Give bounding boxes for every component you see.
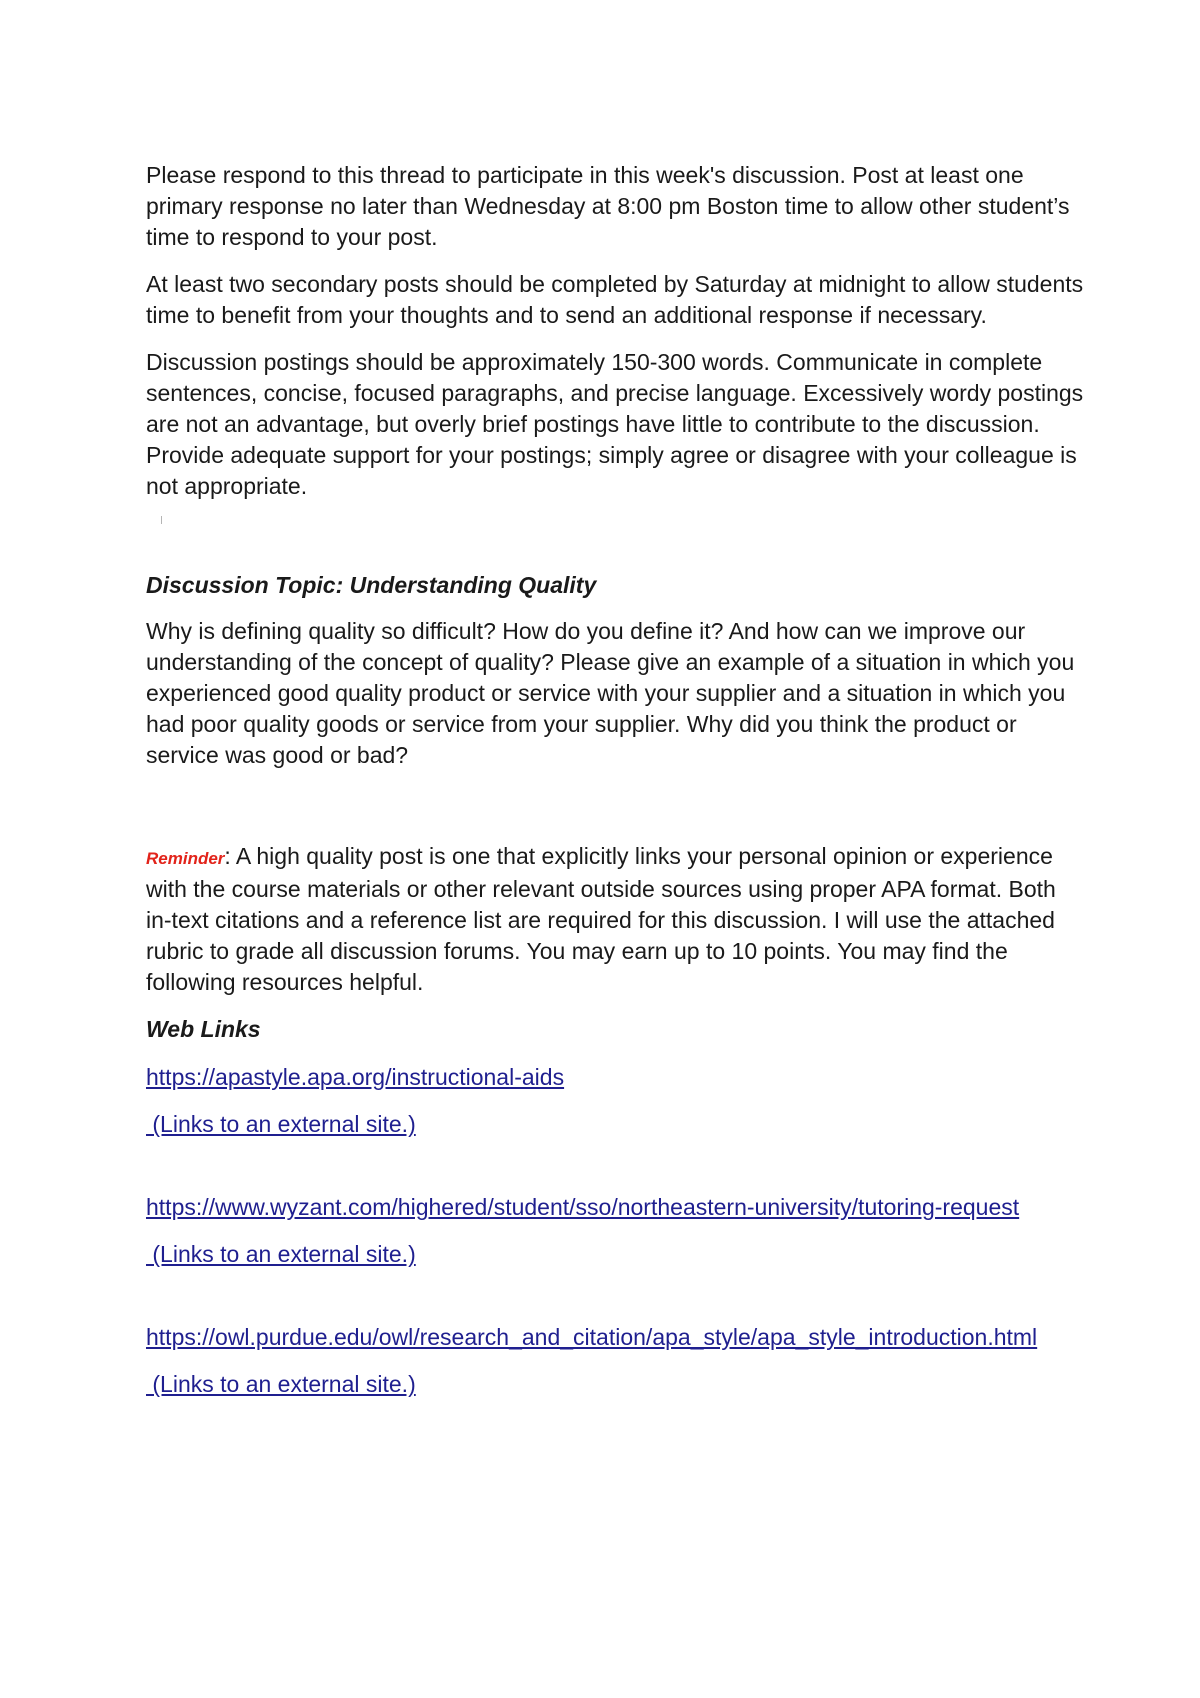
document-page bbox=[146, 160, 1086, 1400]
external-site-link-3[interactable]: (Links to an external site.) bbox=[146, 1371, 416, 1397]
reminder-paragraph bbox=[146, 841, 1086, 998]
stray-mark bbox=[161, 516, 162, 524]
wyzant-tutoring-link[interactable]: https://www.wyzant.com/highered/student/sso/northeastern-university/tutoring-request bbox=[146, 1194, 1020, 1220]
reminder-text: : A high quality post is one that explicitly links your personal opinion or experience with the course materials or other relevant outside sources using proper APA format. Both in-text citations and a reference list are required for this discussion. I will use the attached rubric to grade all discussion forums. You may earn up to 10 points. You may find the following resources helpful. bbox=[146, 843, 1056, 995]
purdue-owl-link[interactable]: https://owl.purdue.edu/owl/research_and_citation/apa_style/apa_style_introduction.html bbox=[146, 1324, 1038, 1350]
intro-paragraph: Please respond to this thread to participate in this week's discussion. Post at least one primary response no later than Wednesday at 8:00 pm Boston time to allow other student’s time to respond to your post. bbox=[146, 162, 1070, 250]
discussion-topic-heading: Discussion Topic: Understanding Quality bbox=[146, 572, 597, 598]
apa-style-link[interactable]: https://apastyle.apa.org/instructional-aids bbox=[146, 1064, 565, 1090]
reminder-label: Reminder bbox=[146, 849, 225, 868]
discussion-topic-body: Why is defining quality so difficult? How do you define it? And how can we improve our understanding of the concept of quality? Please give an example of a situation in which you experienced good quality product or service with your supplier and a situation in which you had poor quality goods or service from your supplier. Why did you think the product or service was good or bad? bbox=[146, 618, 1075, 768]
web-links-heading: Web Links bbox=[146, 1016, 261, 1042]
secondary-posts-paragraph: At least two secondary posts should be completed by Saturday at midnight to allow students time to benefit from your thoughts and to send an additional response if necessary. bbox=[146, 271, 1084, 328]
external-site-link-1[interactable]: (Links to an external site.) bbox=[146, 1111, 416, 1137]
posting-length-paragraph: Discussion postings should be approximately 150-300 words. Communicate in complete sentences, concise, focused paragraphs, and precise language. Excessively wordy postings are not an advantage, but overly brief postings have little to contribute to the discussion. Provide adequate support for your postings; simply agree or disagree with your colleague is not appropriate. bbox=[146, 349, 1084, 499]
external-site-link-2[interactable]: (Links to an external site.) bbox=[146, 1241, 416, 1267]
